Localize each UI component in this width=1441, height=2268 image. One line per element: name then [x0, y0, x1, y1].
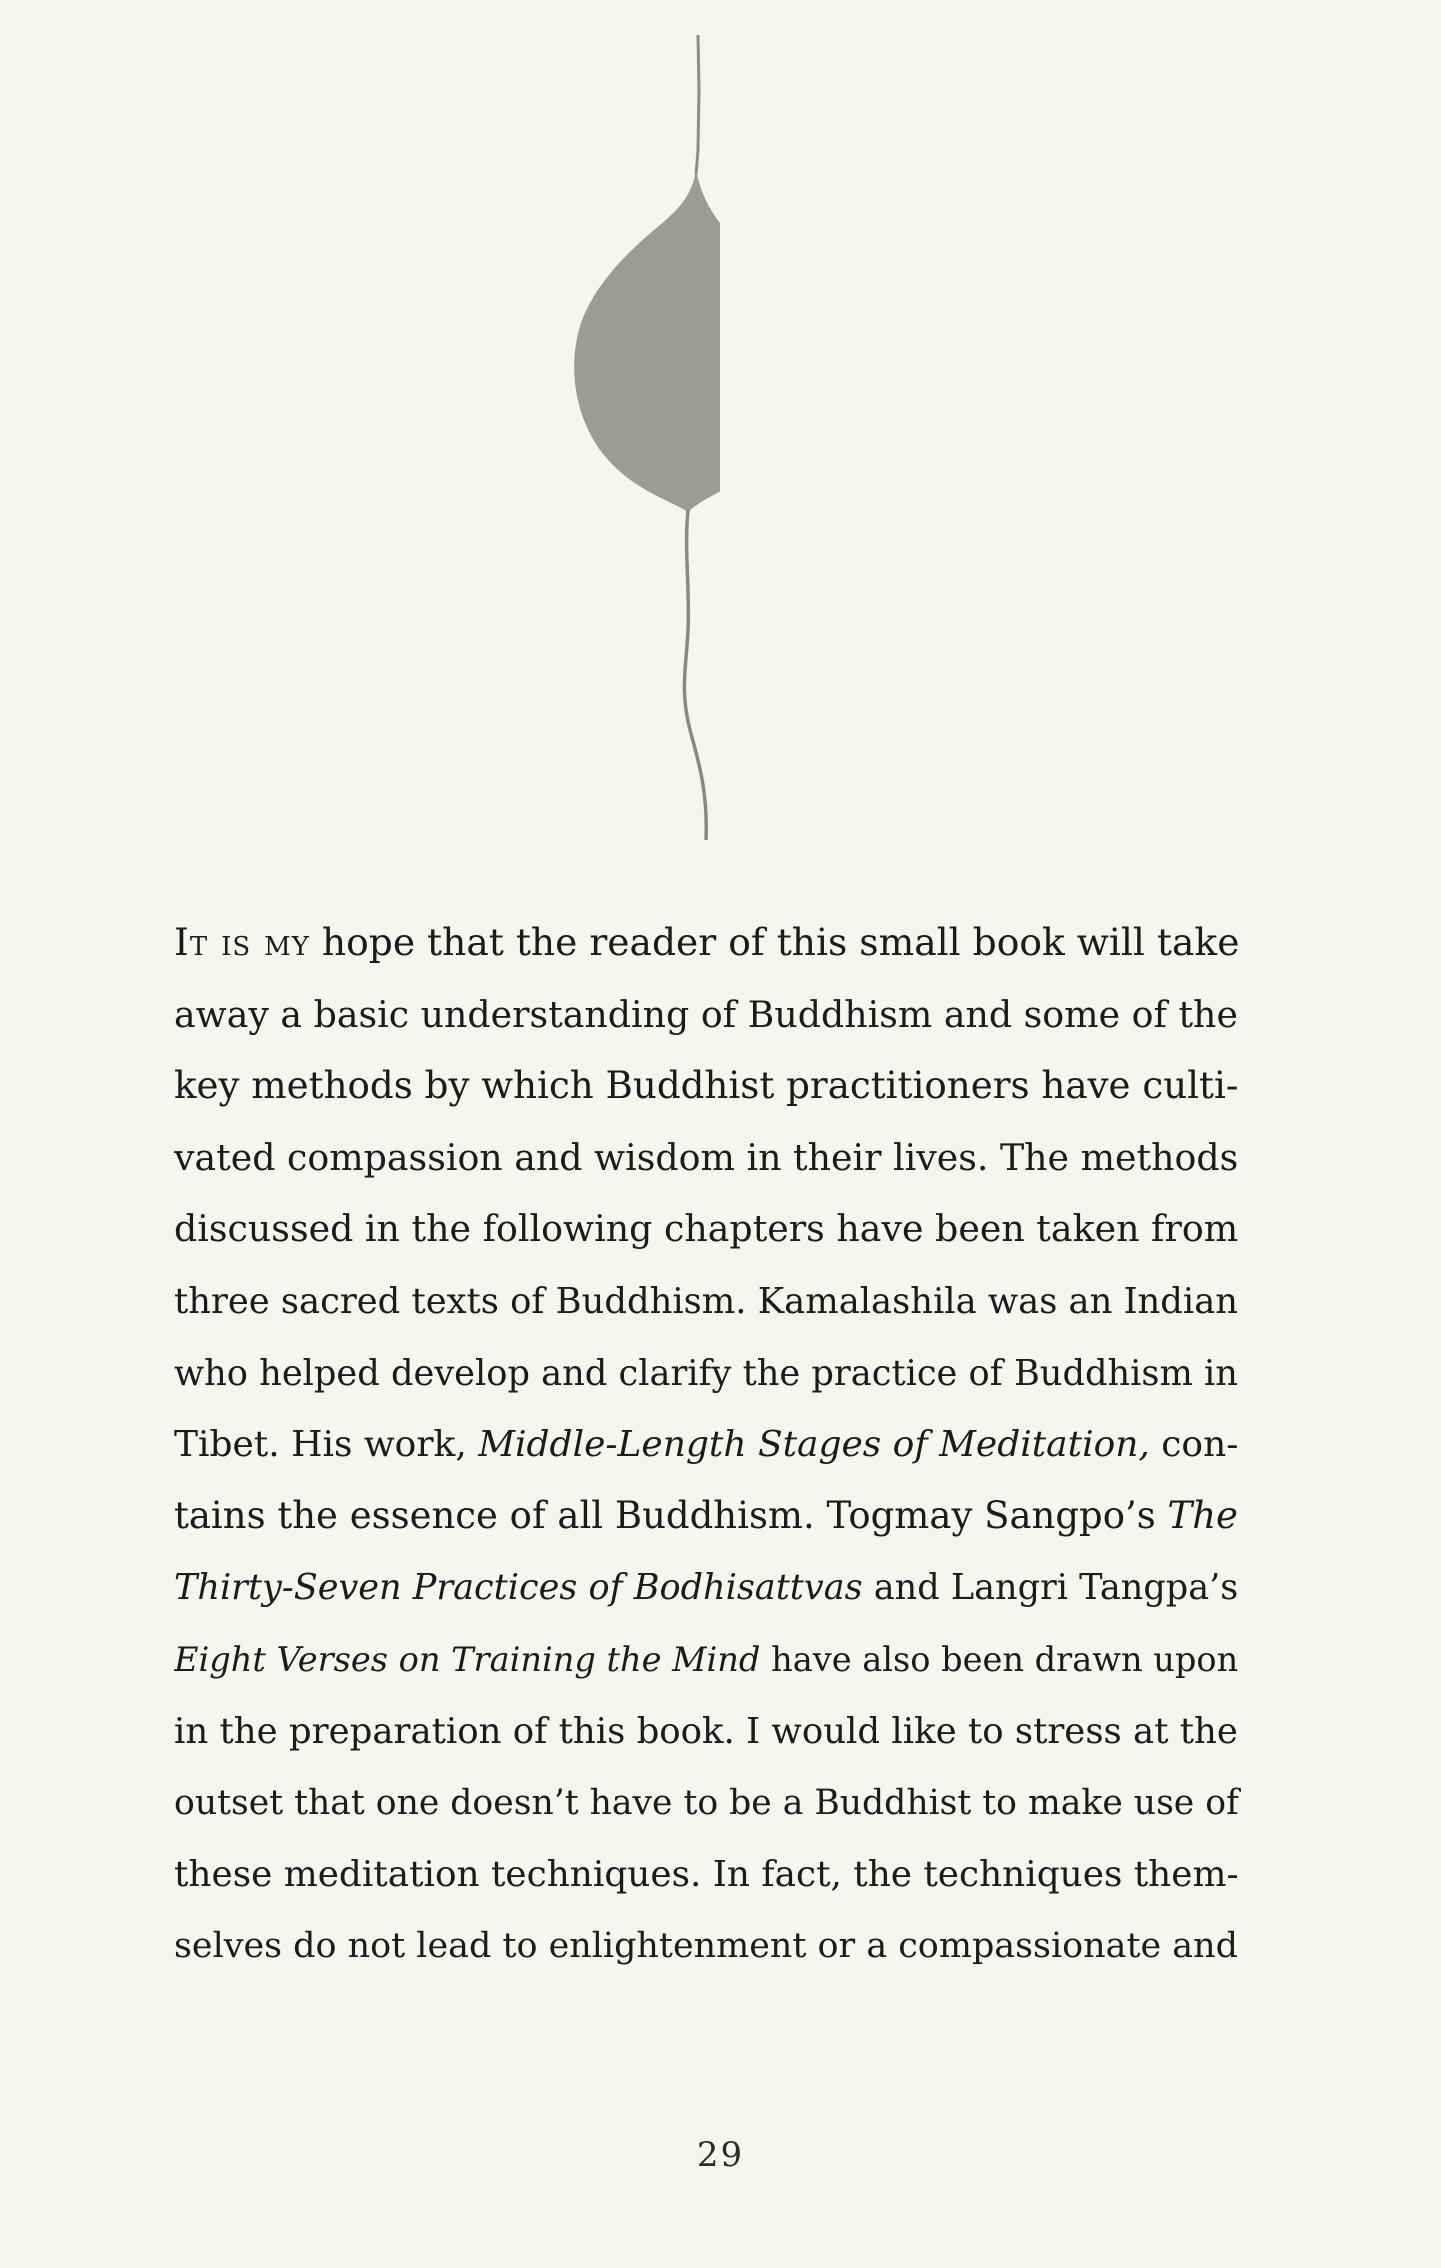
- small-caps-opening: It is my: [174, 920, 310, 964]
- text-run: selves do not lead to enlightenment or a compassionate and: [174, 1926, 1238, 1967]
- text-line: [174, 1621, 1244, 1693]
- text-run: have also been drawn upon: [760, 1639, 1239, 1679]
- text-line: [174, 1406, 1244, 1478]
- text-line: [174, 1120, 1244, 1192]
- text-line: [174, 1836, 1244, 1908]
- text-run: these meditation techniques. In fact, the techniques them-: [174, 1853, 1239, 1895]
- text-run: vated compassion and wisdom in their lives. The methods: [174, 1135, 1239, 1179]
- italic-title: Middle-Length Stages of Meditation,: [478, 1424, 1150, 1466]
- text-run: key methods by which Buddhist practitioners have culti-: [174, 1063, 1239, 1108]
- text-run: who helped develop and clarify the practice of Buddhism in: [174, 1352, 1238, 1394]
- text-run: Tibet. His work,: [174, 1424, 479, 1466]
- text-run: discussed in the following chapters have been taken from: [174, 1207, 1239, 1251]
- italic-title: The: [1167, 1493, 1238, 1537]
- text-line: [174, 1907, 1244, 1979]
- italic-title: Thirty-Seven Practices of Bodhisattvas: [174, 1567, 863, 1609]
- text-line: [174, 1048, 1244, 1120]
- text-line: [174, 1263, 1244, 1335]
- italic-title: Eight Verses on Training the Mind: [174, 1639, 761, 1679]
- text-line: [174, 1549, 1244, 1621]
- text-line: [174, 977, 1244, 1049]
- text-run: outset that one doesn’t have to be a Buddhist to make use of: [174, 1783, 1239, 1824]
- text-run: and Langri Tangpa’s: [862, 1567, 1239, 1609]
- page-number: 29: [696, 2135, 745, 2175]
- text-line: [174, 905, 1244, 977]
- text-run: away a basic understanding of Buddhism and some of the: [174, 992, 1238, 1036]
- text-line: [174, 1478, 1244, 1550]
- text-run: in the preparation of this book. I would like to stress at the: [174, 1710, 1238, 1752]
- bodhi-leaf-icon: [520, 30, 720, 860]
- text-line: [174, 1693, 1244, 1765]
- text-line: [174, 1335, 1244, 1407]
- text-run: con-: [1149, 1424, 1239, 1466]
- text-line: [174, 1191, 1244, 1263]
- text-line: [174, 1764, 1244, 1836]
- text-run: hope that the reader of this small book will take: [309, 920, 1240, 964]
- text-run: tains the essence of all Buddhism. Togmay Sangpo’s: [174, 1493, 1168, 1537]
- body-paragraph: [174, 905, 1244, 1979]
- text-run: three sacred texts of Buddhism. Kamalashila was an Indian: [174, 1280, 1239, 1322]
